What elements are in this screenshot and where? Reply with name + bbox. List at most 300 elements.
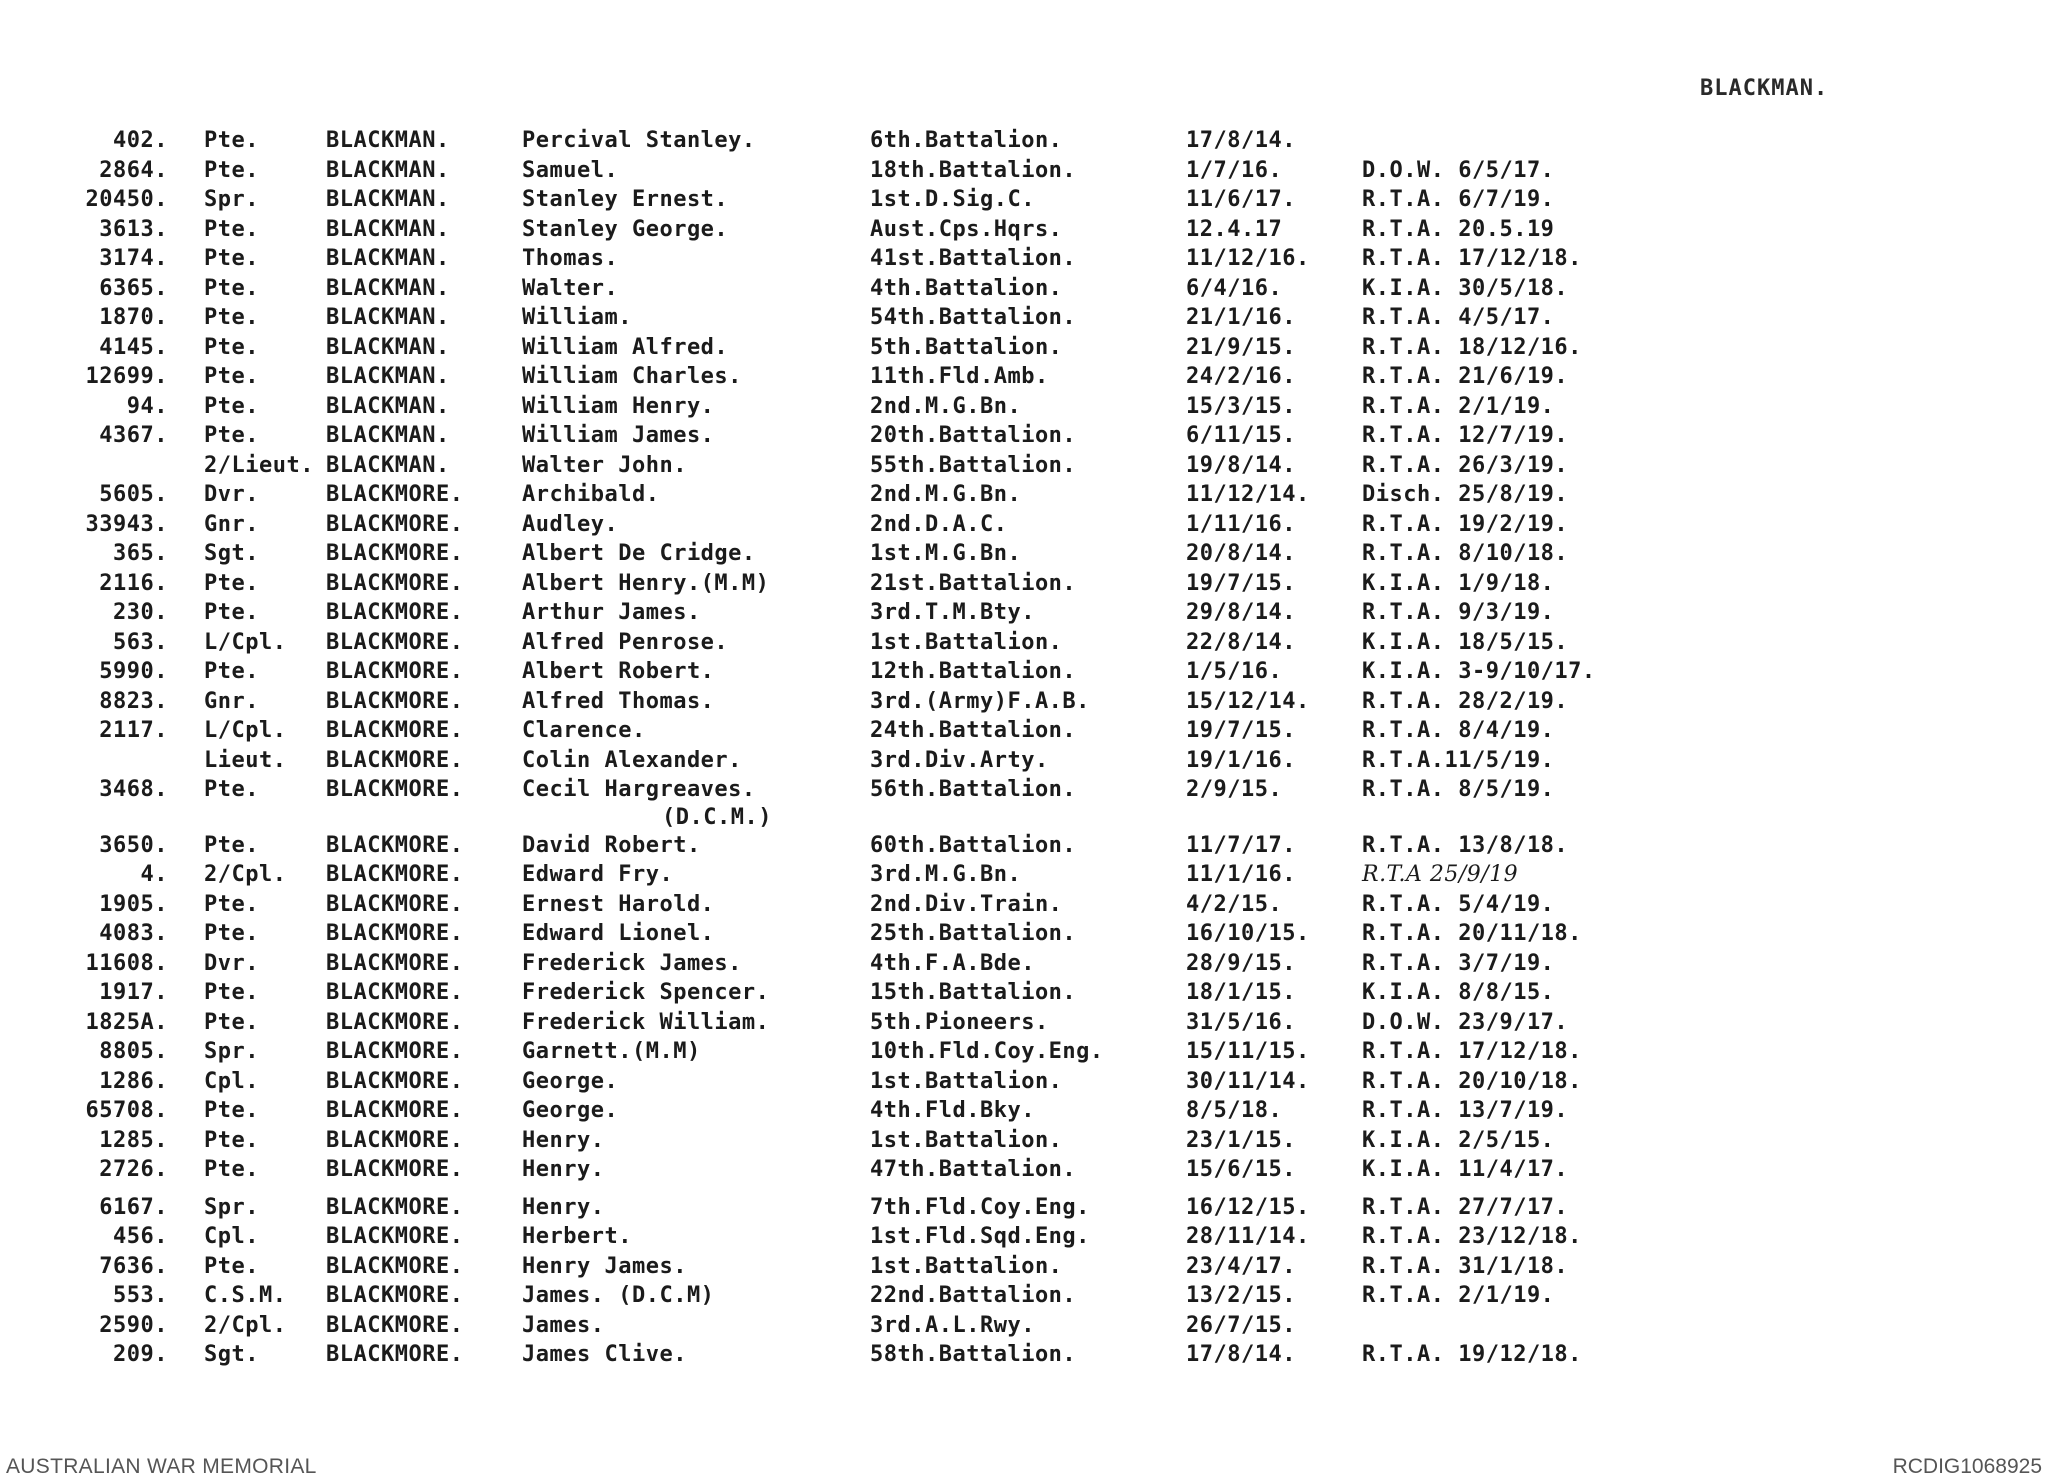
outcome: R.T.A. 8/4/19.: [1362, 718, 1555, 743]
roll-entry: [0, 333, 2048, 363]
surname: BLACKMORE.: [326, 1312, 464, 1338]
outcome: R.T.A. 17/12/18.: [1362, 246, 1582, 271]
roll-entry: [0, 303, 2048, 333]
service-number: 365.: [113, 541, 168, 566]
rank: Spr.: [204, 187, 259, 212]
outcome: K.I.A. 1/9/18.: [1362, 570, 1555, 596]
roll-entry: [0, 1252, 2048, 1282]
enlistment-date: 21/1/16.: [1186, 305, 1296, 330]
rank: Sgt.: [204, 541, 259, 566]
surname: BLACKMAN.: [326, 216, 450, 242]
surname: BLACKMORE.: [326, 1194, 464, 1220]
rank: Pte.: [204, 157, 259, 183]
enlistment-date: 15/6/15.: [1186, 1157, 1296, 1182]
roll-entry: [0, 1340, 2048, 1370]
rank: Pte.: [204, 305, 259, 330]
enlistment-date: 16/10/15.: [1186, 921, 1310, 946]
given-names: Samuel.: [522, 157, 619, 183]
service-number: 94.: [126, 393, 168, 419]
service-number: 65708.: [85, 1098, 168, 1123]
enlistment-date: 28/9/15.: [1186, 950, 1296, 976]
given-names: Walter John.: [522, 452, 687, 478]
unit: 54th.Battalion.: [870, 305, 1077, 330]
outcome: R.T.A. 20.5.19: [1362, 216, 1555, 242]
unit: 10th.Fld.Coy.Eng.: [870, 1039, 1104, 1064]
rank: Pte.: [204, 1127, 259, 1153]
service-number: 5990.: [99, 659, 168, 684]
rank: Pte.: [204, 1098, 259, 1123]
service-number: 6365.: [99, 275, 168, 301]
roll-entry: [0, 831, 2048, 861]
outcome: R.T.A. 12/7/19.: [1362, 423, 1569, 448]
surname: BLACKMORE.: [326, 747, 464, 773]
service-number: 1905.: [99, 891, 168, 917]
outcome: R.T.A. 27/7/17.: [1362, 1194, 1569, 1220]
rank: Pte.: [204, 393, 259, 419]
enlistment-date: 8/5/18.: [1186, 1098, 1283, 1123]
surname: BLACKMORE.: [326, 950, 464, 976]
service-number: 2117.: [99, 718, 168, 743]
outcome: R.T.A. 13/8/18.: [1362, 832, 1569, 858]
enlistment-date: 29/8/14.: [1186, 600, 1296, 625]
outcome: R.T.A. 18/12/16.: [1362, 334, 1582, 360]
surname: BLACKMAN.: [326, 364, 450, 389]
roll-entry: [0, 510, 2048, 540]
unit: 1st.M.G.Bn.: [870, 541, 1022, 566]
footer-institution: AUSTRALIAN WAR MEMORIAL: [6, 1455, 317, 1478]
surname: BLACKMORE.: [326, 862, 464, 887]
given-names: Albert De Cridge.: [522, 541, 756, 566]
enlistment-date: 16/12/15.: [1186, 1194, 1310, 1220]
roll-entry: [0, 978, 2048, 1008]
roll-entry: [0, 480, 2048, 510]
surname: BLACKMORE.: [326, 1342, 464, 1367]
outcome: K.I.A. 11/4/17.: [1362, 1157, 1569, 1182]
unit: 4th.Fld.Bky.: [870, 1098, 1035, 1123]
given-names: Alfred Thomas.: [522, 688, 715, 714]
outcome: R.T.A. 26/3/19.: [1362, 452, 1569, 478]
given-names: David Robert.: [522, 832, 701, 858]
given-names: Ernest Harold.: [522, 891, 715, 917]
unit: 3rd.A.L.Rwy.: [870, 1312, 1035, 1338]
surname: BLACKMORE.: [326, 541, 464, 566]
outcome: R.T.A. 4/5/17.: [1362, 305, 1555, 330]
roll-entry: [0, 126, 2048, 156]
enlistment-date: 11/6/17.: [1186, 187, 1296, 212]
service-number: 33943.: [85, 511, 168, 537]
roll-entry: [0, 1193, 2048, 1223]
rank: Pte.: [204, 1253, 259, 1279]
unit: 1st.D.Sig.C.: [870, 187, 1035, 212]
surname: BLACKMAN.: [326, 423, 450, 448]
rank: Pte.: [204, 980, 259, 1005]
unit: 21st.Battalion.: [870, 570, 1077, 596]
given-names: Walter.: [522, 275, 619, 301]
enlistment-date: 19/8/14.: [1186, 452, 1296, 478]
unit: 24th.Battalion.: [870, 718, 1077, 743]
service-number: 553.: [113, 1283, 168, 1308]
unit: 4th.Battalion.: [870, 275, 1063, 301]
enlistment-date: 11/12/14.: [1186, 482, 1310, 507]
given-names: William Henry.: [522, 393, 715, 419]
surname: BLACKMORE.: [326, 659, 464, 684]
given-names: Henry James.: [522, 1253, 687, 1279]
service-number: 1917.: [99, 980, 168, 1005]
rank: Pte.: [204, 275, 259, 301]
enlistment-date: 19/1/16.: [1186, 747, 1296, 773]
unit: 18th.Battalion.: [870, 157, 1077, 183]
given-names: Colin Alexander.: [522, 747, 742, 773]
enlistment-date: 15/12/14.: [1186, 688, 1310, 714]
service-number: 12699.: [85, 364, 168, 389]
roll-entry: [0, 1155, 2048, 1185]
rank: Spr.: [204, 1194, 259, 1220]
given-names: Arthur James.: [522, 600, 701, 625]
enlistment-date: 1/11/16.: [1186, 511, 1296, 537]
service-number: 6167.: [99, 1194, 168, 1220]
service-number: 563.: [113, 629, 168, 655]
service-number: 3650.: [99, 832, 168, 858]
service-number: 8805.: [99, 1039, 168, 1064]
outcome: R.T.A. 6/7/19.: [1362, 187, 1555, 212]
unit: 6th.Battalion.: [870, 128, 1063, 153]
enlistment-date: 31/5/16.: [1186, 1009, 1296, 1035]
outcome: R.T.A. 28/2/19.: [1362, 688, 1569, 714]
outcome: R.T.A.11/5/19.: [1362, 747, 1555, 773]
outcome: K.I.A. 18/5/15.: [1362, 629, 1569, 655]
outcome: R.T.A. 13/7/19.: [1362, 1098, 1569, 1123]
unit: 1st.Fld.Sqd.Eng.: [870, 1224, 1090, 1249]
enlistment-date: 17/8/14.: [1186, 1342, 1296, 1367]
enlistment-date: 30/11/14.: [1186, 1068, 1310, 1094]
outcome: R.T.A. 17/12/18.: [1362, 1039, 1582, 1064]
surname: BLACKMORE.: [326, 1283, 464, 1308]
given-names: Frederick William.: [522, 1009, 770, 1035]
roll-entry: [0, 1037, 2048, 1067]
outcome: R.T.A. 19/12/18.: [1362, 1342, 1582, 1367]
unit: 7th.Fld.Coy.Eng.: [870, 1194, 1090, 1220]
roll-entry: [0, 1311, 2048, 1341]
enlistment-date: 20/8/14.: [1186, 541, 1296, 566]
roll-entry: [0, 716, 2048, 746]
unit: 3rd.(Army)F.A.B.: [870, 688, 1090, 714]
service-number: 1825A.: [85, 1009, 168, 1035]
enlistment-date: 26/7/15.: [1186, 1312, 1296, 1338]
roll-entry: [0, 949, 2048, 979]
unit: 2nd.M.G.Bn.: [870, 393, 1022, 419]
surname: BLACKMAN.: [326, 157, 450, 183]
enlistment-date: 1/7/16.: [1186, 157, 1283, 183]
enlistment-date: 24/2/16.: [1186, 364, 1296, 389]
rank: Cpl.: [204, 1224, 259, 1249]
rank: Pte.: [204, 777, 259, 802]
given-names: Alfred Penrose.: [522, 629, 729, 655]
surname: BLACKMORE.: [326, 1224, 464, 1249]
given-names: Edward Lionel.: [522, 921, 715, 946]
rank: L/Cpl.: [204, 718, 287, 743]
service-number: 209.: [113, 1342, 168, 1367]
rank: Pte.: [204, 832, 259, 858]
roll-entry: [0, 244, 2048, 274]
rank: L/Cpl.: [204, 629, 287, 655]
roll-entry: [0, 215, 2048, 245]
rank: C.S.M.: [204, 1283, 287, 1308]
outcome: R.T.A. 9/3/19.: [1362, 600, 1555, 625]
surname: BLACKMORE.: [326, 570, 464, 596]
roll-entry: [0, 687, 2048, 717]
surname: BLACKMORE.: [326, 629, 464, 655]
given-names: Henry.: [522, 1127, 605, 1153]
surname: BLACKMAN.: [326, 393, 450, 419]
outcome: R.T.A 25/9/19: [1362, 862, 1519, 887]
outcome: R.T.A. 2/1/19.: [1362, 1283, 1555, 1308]
enlistment-date: 18/1/15.: [1186, 980, 1296, 1005]
unit: 15th.Battalion.: [870, 980, 1077, 1005]
unit: 3rd.M.G.Bn.: [870, 862, 1022, 887]
given-names: James.: [522, 1312, 605, 1338]
service-number: 20450.: [85, 187, 168, 212]
surname: BLACKMORE.: [326, 1009, 464, 1035]
unit: 12th.Battalion.: [870, 659, 1077, 684]
service-number: 2116.: [99, 570, 168, 596]
enlistment-date: 28/11/14.: [1186, 1224, 1310, 1249]
surname: BLACKMAN.: [326, 452, 450, 478]
surname: BLACKMORE.: [326, 1127, 464, 1153]
surname: BLACKMAN.: [326, 334, 450, 360]
given-names: Henry.: [522, 1194, 605, 1220]
given-names: Stanley Ernest.: [522, 187, 729, 212]
service-number: 11608.: [85, 950, 168, 976]
roll-entry: [0, 362, 2048, 392]
surname: BLACKMORE.: [326, 891, 464, 917]
roll-entry: [0, 628, 2048, 658]
service-number: 2864.: [99, 157, 168, 183]
rank: Dvr.: [204, 482, 259, 507]
surname: BLACKMORE.: [326, 482, 464, 507]
enlistment-date: 23/4/17.: [1186, 1253, 1296, 1279]
given-names: Albert Robert.: [522, 659, 715, 684]
roll-entry: [0, 156, 2048, 186]
roll-entry: [0, 451, 2048, 481]
rank: Pte.: [204, 891, 259, 917]
outcome: Disch. 25/8/19.: [1362, 482, 1569, 507]
outcome: R.T.A. 5/4/19.: [1362, 891, 1555, 917]
surname-header: BLACKMAN.: [1700, 76, 1829, 101]
unit: 5th.Pioneers.: [870, 1009, 1049, 1035]
surname: BLACKMAN.: [326, 187, 450, 212]
rank: Gnr.: [204, 511, 259, 537]
enlistment-date: 19/7/15.: [1186, 718, 1296, 743]
rank: Pte.: [204, 246, 259, 271]
rank: 2/Cpl.: [204, 1312, 287, 1338]
enlistment-date: 1/5/16.: [1186, 659, 1283, 684]
outcome: R.T.A. 2/1/19.: [1362, 393, 1555, 419]
surname: BLACKMAN.: [326, 275, 450, 301]
rank: Pte.: [204, 364, 259, 389]
unit: 47th.Battalion.: [870, 1157, 1077, 1182]
unit: 2nd.M.G.Bn.: [870, 482, 1022, 507]
roll-entry: [0, 775, 2048, 805]
outcome: R.T.A. 8/5/19.: [1362, 777, 1555, 802]
enlistment-date: 19/7/15.: [1186, 570, 1296, 596]
service-number: 2590.: [99, 1312, 168, 1338]
unit: 2nd.D.A.C.: [870, 511, 1008, 537]
roll-entry: [0, 539, 2048, 569]
surname: BLACKMAN.: [326, 305, 450, 330]
decoration-continuation: (D.C.M.): [662, 804, 772, 830]
surname: BLACKMORE.: [326, 718, 464, 743]
service-number: 3613.: [99, 216, 168, 242]
given-names: James. (D.C.M): [522, 1283, 715, 1308]
outcome: R.T.A. 20/10/18.: [1362, 1068, 1582, 1094]
rank: Pte.: [204, 128, 259, 153]
roll-entry: [0, 919, 2048, 949]
unit: 1st.Battalion.: [870, 629, 1063, 655]
rank: Dvr.: [204, 950, 259, 976]
surname: BLACKMORE.: [326, 688, 464, 714]
rank: Sgt.: [204, 1342, 259, 1367]
given-names: William James.: [522, 423, 715, 448]
given-names: Herbert.: [522, 1224, 632, 1249]
enlistment-date: 11/7/17.: [1186, 832, 1296, 858]
unit: 22nd.Battalion.: [870, 1283, 1077, 1308]
rank: Pte.: [204, 1009, 259, 1035]
roll-entry: [0, 421, 2048, 451]
service-number: 456.: [113, 1224, 168, 1249]
roll-entry: [0, 805, 2048, 831]
enlistment-date: 2/9/15.: [1186, 777, 1283, 802]
roll-entry: [0, 657, 2048, 687]
service-number: 4367.: [99, 423, 168, 448]
rank: 2/Lieut.: [204, 452, 314, 478]
outcome: R.T.A. 3/7/19.: [1362, 950, 1555, 976]
outcome: D.O.W. 23/9/17.: [1362, 1009, 1569, 1035]
surname: BLACKMORE.: [326, 1253, 464, 1279]
rank: Pte.: [204, 659, 259, 684]
rank: Pte.: [204, 1157, 259, 1182]
roll-entry: [0, 1008, 2048, 1038]
service-number: 5605.: [99, 482, 168, 507]
nominal-roll: [0, 126, 2048, 1370]
given-names: George.: [522, 1098, 619, 1123]
given-names: Frederick Spencer.: [522, 980, 770, 1005]
service-number: 4145.: [99, 334, 168, 360]
rank: Pte.: [204, 423, 259, 448]
service-number: 8823.: [99, 688, 168, 714]
roll-entry: [0, 860, 2048, 890]
surname: BLACKMORE.: [326, 777, 464, 802]
enlistment-date: 6/4/16.: [1186, 275, 1283, 301]
enlistment-date: 17/8/14.: [1186, 128, 1296, 153]
unit: 4th.F.A.Bde.: [870, 950, 1035, 976]
rank: Gnr.: [204, 688, 259, 714]
rank: Cpl.: [204, 1068, 259, 1094]
service-number: 1286.: [99, 1068, 168, 1094]
outcome: R.T.A. 8/10/18.: [1362, 541, 1569, 566]
given-names: Clarence.: [522, 718, 646, 743]
service-number: 4083.: [99, 921, 168, 946]
unit: 1st.Battalion.: [870, 1253, 1063, 1279]
given-names: Frederick James.: [522, 950, 742, 976]
enlistment-date: 23/1/15.: [1186, 1127, 1296, 1153]
roll-entry: [0, 274, 2048, 304]
roll-entry: [0, 185, 2048, 215]
given-names: Stanley George.: [522, 216, 729, 242]
unit: 3rd.T.M.Bty.: [870, 600, 1035, 625]
rank: Pte.: [204, 600, 259, 625]
unit: 60th.Battalion.: [870, 832, 1077, 858]
outcome: R.T.A. 31/1/18.: [1362, 1253, 1569, 1279]
outcome: K.I.A. 3-9/10/17.: [1362, 659, 1596, 684]
surname: BLACKMORE.: [326, 1068, 464, 1094]
enlistment-date: 11/1/16.: [1186, 862, 1296, 887]
footer-image-id: RCDIG1068925: [1892, 1455, 2042, 1478]
given-names: William.: [522, 305, 632, 330]
service-number: 2726.: [99, 1157, 168, 1182]
outcome: K.I.A. 2/5/15.: [1362, 1127, 1555, 1153]
enlistment-date: 12.4.17: [1186, 216, 1283, 242]
given-names: William Charles.: [522, 364, 742, 389]
unit: 5th.Battalion.: [870, 334, 1063, 360]
roll-entry: [0, 1067, 2048, 1097]
outcome: R.T.A. 21/6/19.: [1362, 364, 1569, 389]
roll-entry: [0, 1281, 2048, 1311]
outcome: R.T.A. 19/2/19.: [1362, 511, 1569, 537]
surname: BLACKMORE.: [326, 980, 464, 1005]
rank: Pte.: [204, 921, 259, 946]
enlistment-date: 15/11/15.: [1186, 1039, 1310, 1064]
enlistment-date: 4/2/15.: [1186, 891, 1283, 917]
given-names: Audley.: [522, 511, 619, 537]
given-names: Percival Stanley.: [522, 128, 756, 153]
enlistment-date: 11/12/16.: [1186, 246, 1310, 271]
unit: 25th.Battalion.: [870, 921, 1077, 946]
given-names: George.: [522, 1068, 619, 1094]
outcome: R.T.A. 23/12/18.: [1362, 1224, 1582, 1249]
given-names: Cecil Hargreaves.: [522, 777, 756, 802]
rank: Spr.: [204, 1039, 259, 1064]
given-names: Garnett.(M.M): [522, 1039, 701, 1064]
unit: 11th.Fld.Amb.: [870, 364, 1049, 389]
unit: 56th.Battalion.: [870, 777, 1077, 802]
given-names: Edward Fry.: [522, 862, 674, 887]
unit: Aust.Cps.Hqrs.: [870, 216, 1063, 242]
unit: 1st.Battalion.: [870, 1127, 1063, 1153]
surname: BLACKMORE.: [326, 921, 464, 946]
enlistment-date: 13/2/15.: [1186, 1283, 1296, 1308]
rank: 2/Cpl.: [204, 862, 287, 887]
unit: 1st.Battalion.: [870, 1068, 1063, 1094]
unit: 3rd.Div.Arty.: [870, 747, 1049, 773]
surname: BLACKMORE.: [326, 1157, 464, 1182]
rank: Pte.: [204, 334, 259, 360]
roll-entry: [0, 890, 2048, 920]
surname: BLACKMORE.: [326, 1039, 464, 1064]
roll-entry: [0, 1096, 2048, 1126]
unit: 20th.Battalion.: [870, 423, 1077, 448]
outcome: R.T.A. 20/11/18.: [1362, 921, 1582, 946]
rank: Lieut.: [204, 747, 287, 773]
roll-entry: [0, 1222, 2048, 1252]
service-number: 1285.: [99, 1127, 168, 1153]
unit: 41st.Battalion.: [870, 246, 1077, 271]
service-number: 230.: [113, 600, 168, 625]
service-number: 4.: [140, 862, 168, 887]
unit: 2nd.Div.Train.: [870, 891, 1063, 917]
surname: BLACKMORE.: [326, 1098, 464, 1123]
service-number: 7636.: [99, 1253, 168, 1279]
service-number: 402.: [113, 128, 168, 153]
